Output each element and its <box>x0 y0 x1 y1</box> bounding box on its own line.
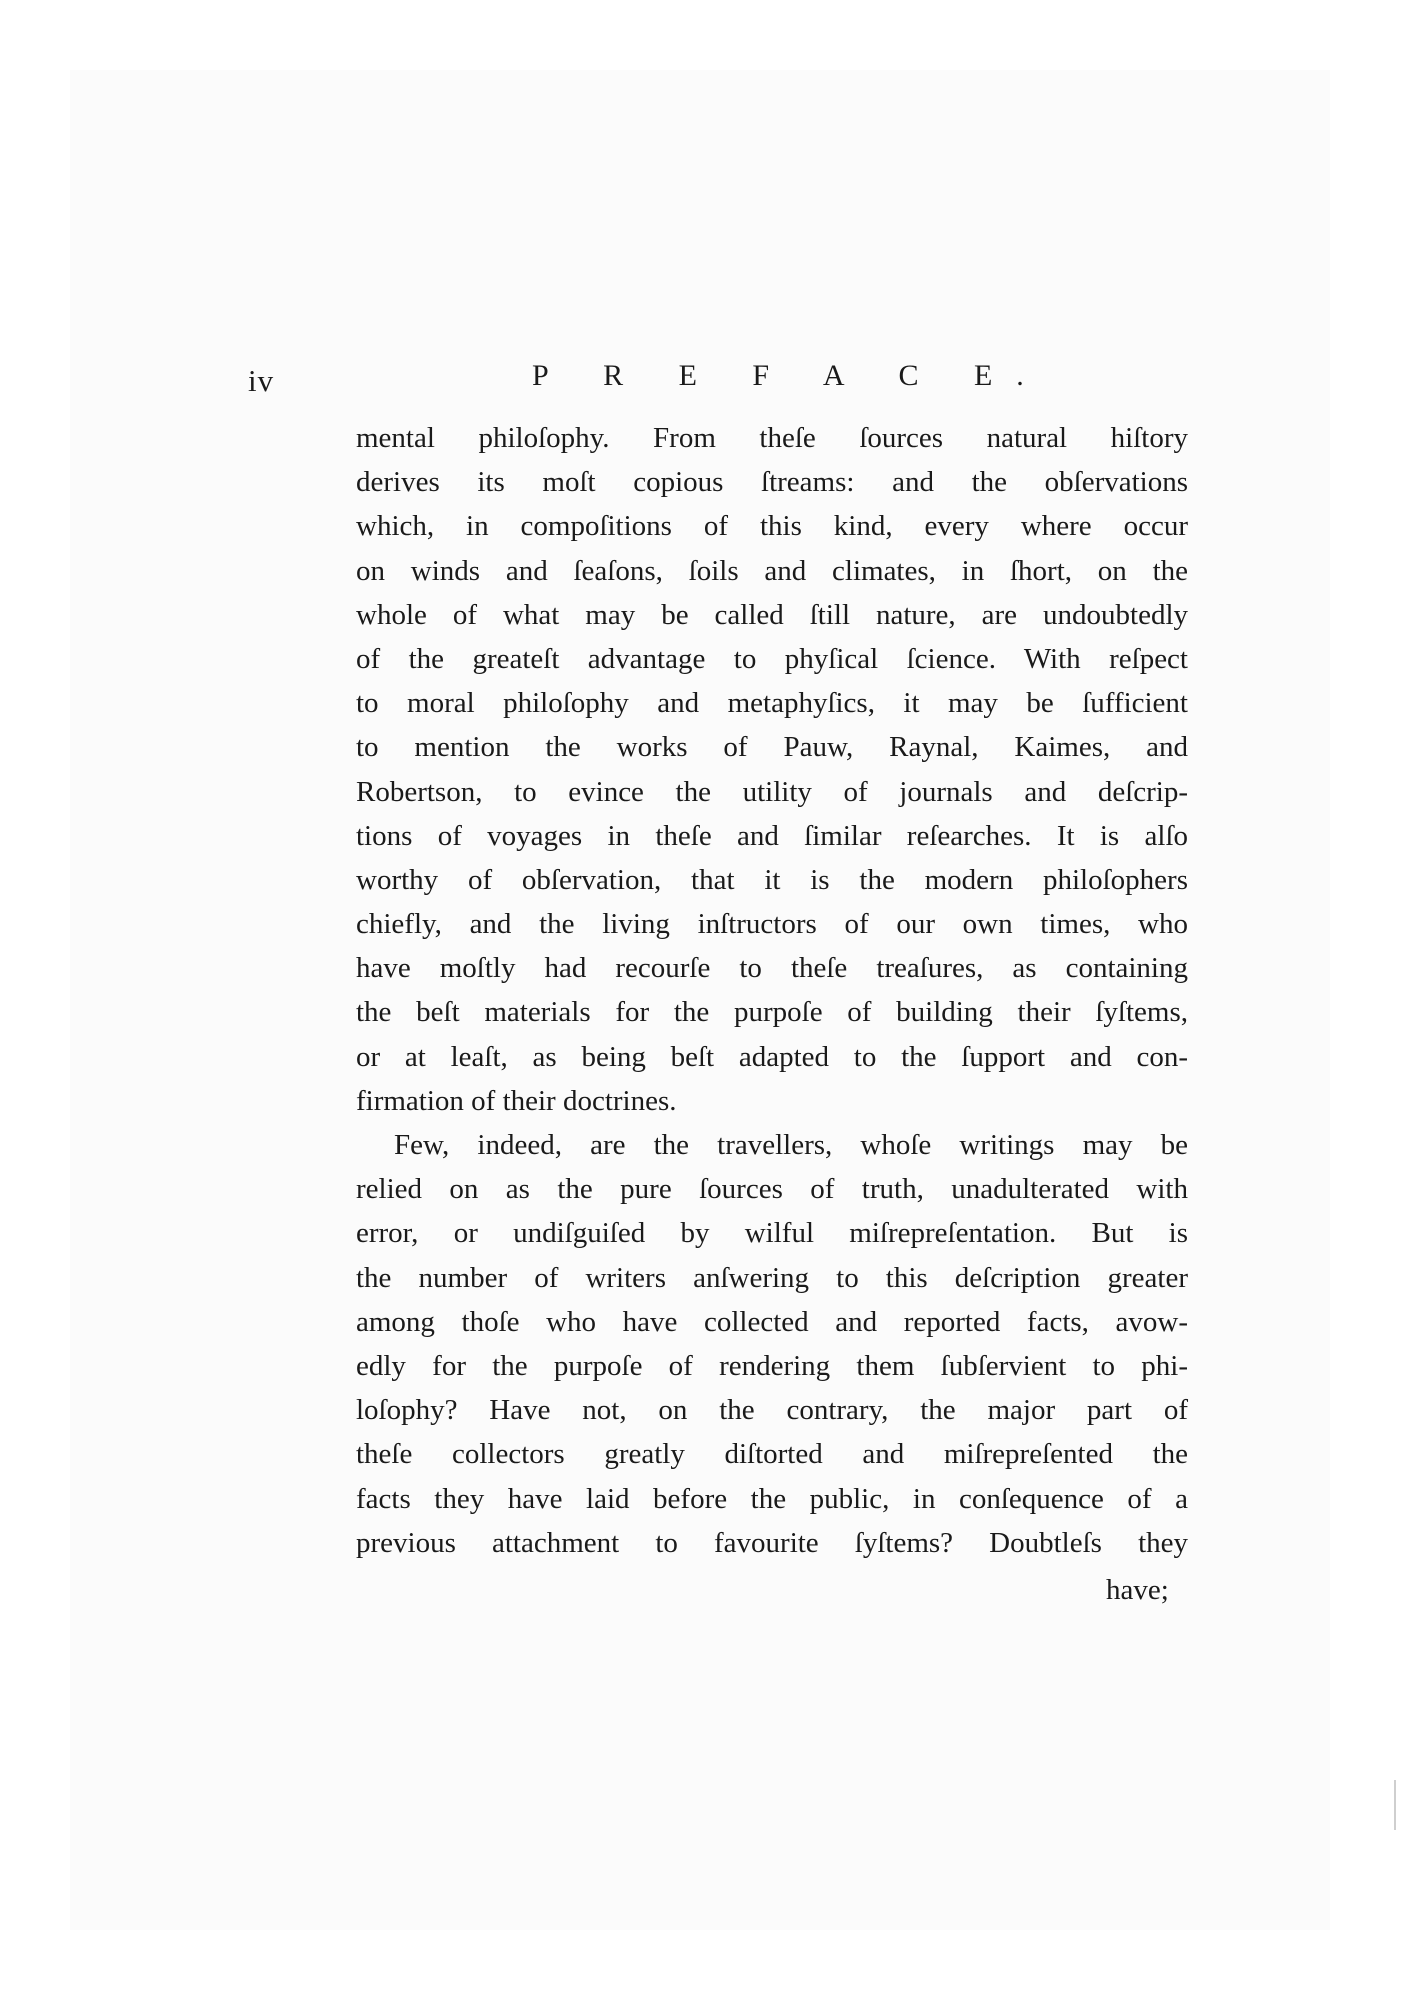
page-edge-mark <box>1394 1780 1396 1830</box>
text-line: on winds and ſeaſons, ſoils and climates, in ſhort, on the <box>356 554 1188 587</box>
text-line: of the greateſt advantage to phyſical ſcience. With reſpect <box>356 642 1188 675</box>
text-line: the number of writers anſwering to this deſcription greater <box>356 1261 1188 1294</box>
text-line: facts they have laid before the public, in conſequence of a <box>356 1482 1188 1515</box>
running-head: P R E F A C E. <box>532 359 1048 392</box>
body-text <box>356 416 1188 1565</box>
text-line: theſe collectors greatly diſtorted and miſrepreſented the <box>356 1438 1188 1471</box>
text-line: to mention the works of Pauw, Raynal, Kaimes, and <box>356 731 1188 764</box>
text-line: whole of what may be called ſtill nature, are undoubtedly <box>356 598 1188 631</box>
text-line: firmation of their doctrines. <box>356 1084 677 1117</box>
text-line: Robertson, to evince the utility of journals and deſcrip- <box>356 775 1188 808</box>
page-number: iv <box>248 363 275 398</box>
text-line: edly for the purpoſe of rendering them ſubſervient to phi- <box>356 1349 1188 1382</box>
text-line: tions of voyages in theſe and ſimilar reſearches. It is alſo <box>356 819 1188 852</box>
text-line: chiefly, and the living inſtructors of our own times, who <box>356 908 1188 941</box>
text-line: loſophy? Have not, on the contrary, the major part of <box>356 1394 1188 1427</box>
text-line: or at leaſt, as being beſt adapted to the ſupport and con- <box>356 1040 1188 1073</box>
text-line: to moral philoſophy and metaphyſics, it may be ſufficient <box>356 687 1188 720</box>
text-line: Few, indeed, are the travellers, whoſe writings may be <box>394 1129 1188 1161</box>
text-line: derives its moſt copious ſtreams: and the obſervations <box>356 466 1188 499</box>
text-line: error, or undiſguiſed by wilful miſrepreſentation. But is <box>356 1217 1188 1250</box>
catchword: have; <box>1106 1574 1169 1606</box>
text-line: among thoſe who have collected and reported facts, avow- <box>356 1305 1188 1338</box>
text-line: relied on as the pure ſources of truth, unadulterated with <box>356 1173 1188 1206</box>
text-line: which, in compoſitions of this kind, every where occur <box>356 510 1188 543</box>
text-line: previous attachment to favourite ſyſtems? Doubtleſs they <box>356 1526 1188 1559</box>
text-line: mental philoſophy. From theſe ſources natural hiſtory <box>356 422 1188 454</box>
text-line: the beſt materials for the purpoſe of building their ſyſtems, <box>356 996 1188 1029</box>
text-line: have moſtly had recourſe to theſe treaſures, as containing <box>356 952 1188 985</box>
text-line: worthy of obſervation, that it is the modern philoſophers <box>356 863 1188 896</box>
